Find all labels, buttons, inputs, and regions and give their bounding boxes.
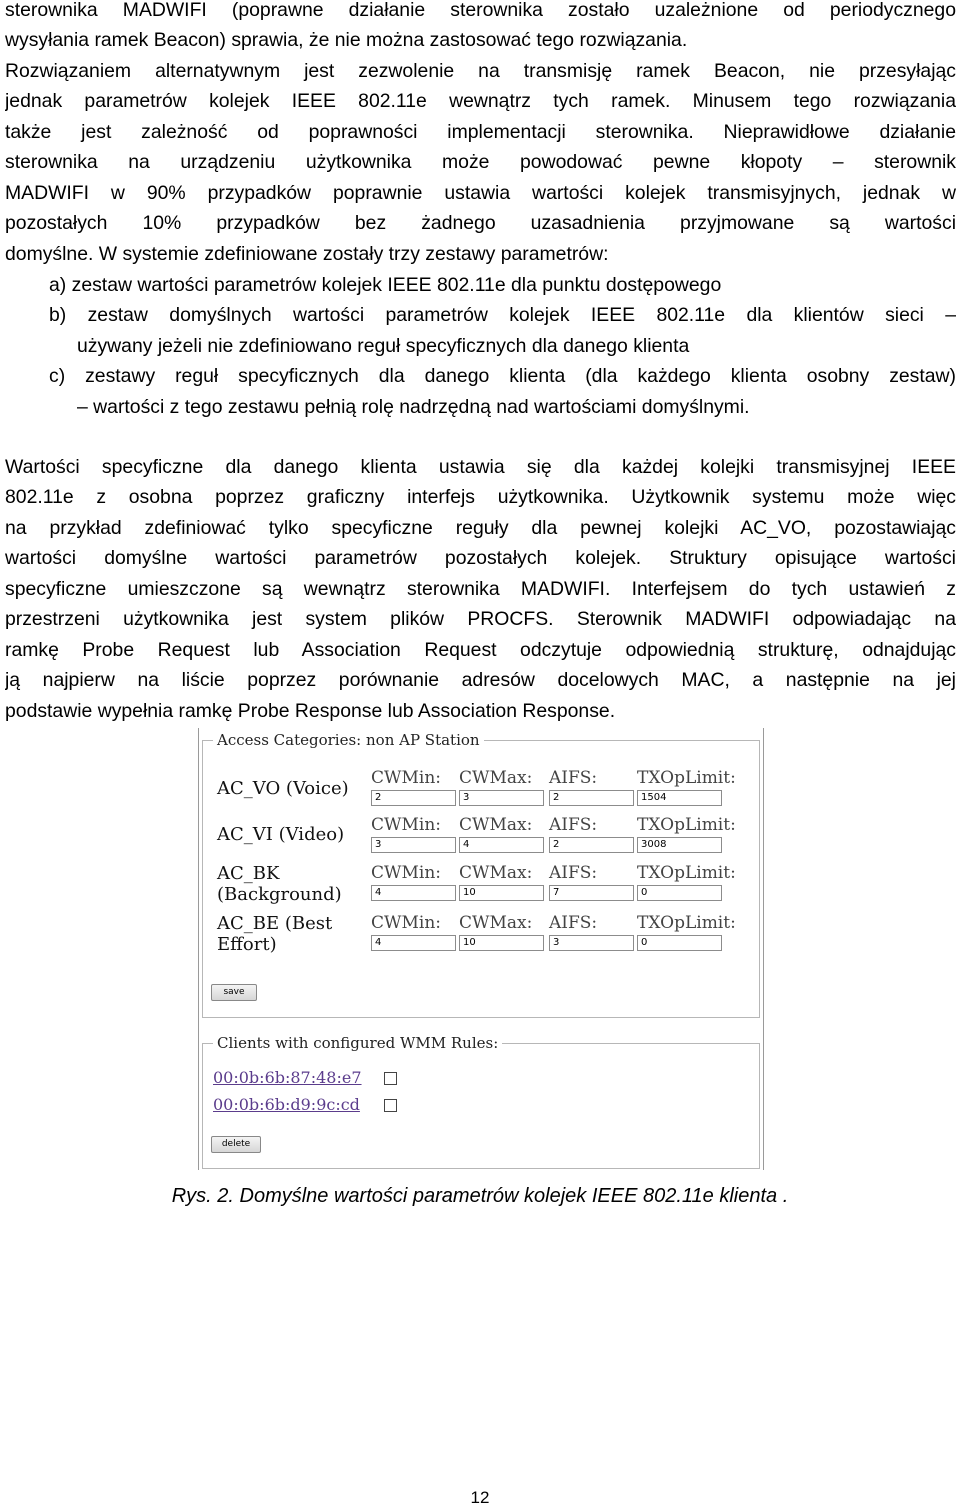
list-item: a) zestaw wartości parametrów kolejek IEEE 802.11e dla punktu dostępowego [49, 274, 722, 296]
client-select-checkbox[interactable] [384, 1072, 397, 1085]
parameter-sets-list [5, 270, 956, 430]
ac-be-txop-input[interactable]: 0 [637, 935, 722, 951]
cwmax-label: CWMax: [459, 815, 533, 835]
txop-label: TXOpLimit: [637, 768, 736, 788]
client-select-checkbox[interactable] [384, 1099, 397, 1112]
cwmax-label: CWMax: [459, 863, 533, 883]
ac-bk-cwmax-input[interactable]: 10 [459, 885, 544, 901]
ac-be-aifs-input[interactable]: 3 [549, 935, 634, 951]
ac-be-cwmin-input[interactable]: 4 [371, 935, 456, 951]
figure-caption: Rys. 2. Domyślne wartości parametrów kolejek IEEE 802.11e klienta . [171, 1185, 789, 1207]
ac-be-label-line2: Effort) [217, 934, 277, 955]
ac-vi-aifs-input[interactable]: 2 [549, 837, 634, 853]
aifs-label: AIFS: [549, 863, 598, 883]
paragraph-1 [5, 0, 956, 275]
text-line: pozostałych 10% przypadków bez żadnego uzasadnienia przyjmowane są wartości [5, 212, 956, 234]
cwmin-label: CWMin: [371, 768, 442, 788]
text-line: specyficzne umieszczone są wewnątrz sterownika MADWIFI. Interfejsem do tych ustawień z [5, 578, 956, 600]
list-item: – wartości z tego zestawu pełnią rolę nadrzędną nad wartościami domyślnymi. [77, 396, 750, 418]
access-categories-legend: Access Categories: non AP Station [213, 729, 484, 751]
page-number: 12 [470, 1488, 490, 1507]
text-line: także jest zależność od poprawności implementacji sterownika. Nieprawidłowe działanie [5, 121, 956, 143]
cwmin-label: CWMin: [371, 913, 442, 933]
txop-label: TXOpLimit: [637, 815, 736, 835]
text-line: ją najpierw na liście poprzez porównanie adresów docelowych MAC, a następnie na jej [5, 669, 956, 691]
text-line: sterownika na urządzeniu użytkownika może powodować pewne kłopoty – sterownik [5, 151, 956, 173]
ac-vi-txop-input[interactable]: 3008 [637, 837, 722, 853]
ac-bk-aifs-input[interactable]: 7 [549, 885, 634, 901]
aifs-label: AIFS: [549, 913, 598, 933]
clients-legend: Clients with configured WMM Rules: [213, 1032, 502, 1054]
text-line: MADWIFI w 90% przypadków poprawnie ustawia wartości kolejek transmisyjnych, jednak w [5, 182, 956, 204]
figure-border [763, 728, 764, 1170]
txop-label: TXOpLimit: [637, 863, 736, 883]
text-line: sterownika MADWIFI (poprawne działanie sterownika zostało uzależnione od periodycznego [5, 0, 956, 21]
text-line: przestrzeni użytkownika jest system plików PROCFS. Sterownik MADWIFI odpowiadając na [5, 608, 956, 630]
list-item: b) zestaw domyślnych wartości parametrów kolejek IEEE 802.11e dla klientów sieci – [49, 304, 956, 326]
cwmin-label: CWMin: [371, 863, 442, 883]
list-item: używany jeżeli nie zdefiniowano reguł specyficznych dla danego klienta [77, 335, 690, 357]
text-line: wysyłania ramek Beacon) sprawia, że nie można zastosować tego rozwiązania. [5, 29, 688, 51]
text-line: Wartości specyficzne dla danego klienta ustawia się dla każdej kolejki transmisyjnej IEEE [5, 456, 956, 478]
client-mac-link[interactable]: 00:0b:6b:d9:9c:cd [213, 1095, 360, 1114]
ac-bk-txop-input[interactable]: 0 [637, 885, 722, 901]
cwmax-label: CWMax: [459, 768, 533, 788]
ac-vi-label: AC_VI (Video) [217, 824, 345, 845]
text-line: jednak parametrów kolejek IEEE 802.11e wewnątrz tych ramek. Minusem tego rozwiązania [5, 90, 956, 112]
clients-fieldset [202, 1034, 760, 1169]
wmm-settings-screenshot [198, 728, 764, 1170]
ac-vo-cwmin-input[interactable]: 2 [371, 790, 456, 806]
ac-vi-cwmax-input[interactable]: 4 [459, 837, 544, 853]
access-categories-fieldset [202, 731, 760, 1018]
text-line: na przykład zdefiniować tylko specyficzne reguły dla pewnej kolejki AC_VO, pozostawiając [5, 517, 956, 539]
delete-button[interactable]: delete [211, 1136, 261, 1153]
cwmax-label: CWMax: [459, 913, 533, 933]
aifs-label: AIFS: [549, 768, 598, 788]
figure-border [198, 728, 199, 1170]
text-line: domyślne. W systemie zdefiniowane zostały trzy zestawy parametrów: [5, 243, 609, 265]
ac-bk-label: AC_BK [217, 863, 280, 884]
cwmin-label: CWMin: [371, 815, 442, 835]
save-button[interactable]: save [211, 984, 257, 1001]
txop-label: TXOpLimit: [637, 913, 736, 933]
ac-be-cwmax-input[interactable]: 10 [459, 935, 544, 951]
ac-vo-label: AC_VO (Voice) [217, 778, 349, 799]
client-mac-link[interactable]: 00:0b:6b:87:48:e7 [213, 1068, 362, 1087]
ac-bk-label-line2: (Background) [217, 884, 342, 905]
ac-bk-cwmin-input[interactable]: 4 [371, 885, 456, 901]
paragraph-2 [5, 452, 956, 732]
text-line: Rozwiązaniem alternatywnym jest zezwolenie na transmisję ramek Beacon, nie przesyłając [5, 60, 956, 82]
ac-vo-aifs-input[interactable]: 2 [549, 790, 634, 806]
text-line: podstawie wypełnia ramkę Probe Response lub Association Response. [5, 700, 616, 722]
list-item: c) zestawy reguł specyficznych dla danego klienta (dla każdego klienta osobny zestaw) [49, 365, 956, 387]
ac-vo-cwmax-input[interactable]: 3 [459, 790, 544, 806]
text-line: 802.11e z osobna poprzez graficzny interfejs użytkownika. Użytkownik systemu może więc [5, 486, 956, 508]
ac-be-label: AC_BE (Best [217, 913, 333, 934]
ac-vo-txop-input[interactable]: 1504 [637, 790, 722, 806]
aifs-label: AIFS: [549, 815, 598, 835]
ac-vi-cwmin-input[interactable]: 3 [371, 837, 456, 853]
text-line: ramkę Probe Request lub Association Request odczytuje odpowiednią strukturę, odnajdując [5, 639, 956, 661]
text-line: wartości domyślne wartości parametrów pozostałych kolejek. Struktury opisujące wartości [5, 547, 956, 569]
